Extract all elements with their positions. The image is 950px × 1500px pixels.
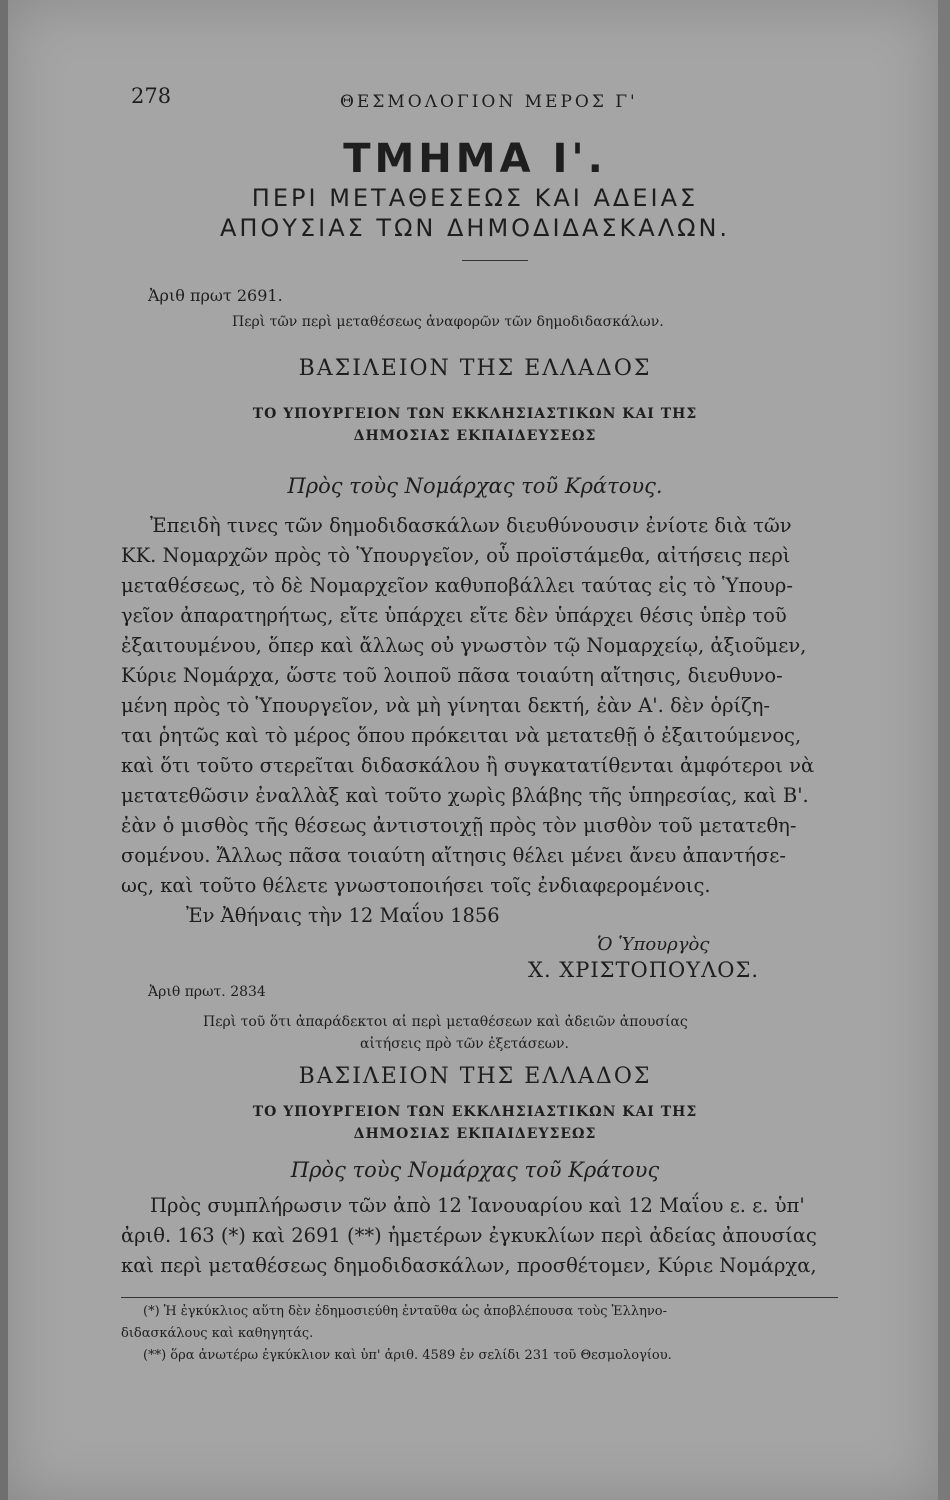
doc1-body-line: γεῖον ἀπαρατηρήτως, εἴτε ὑπάρχει εἴτε δὲν ὑπάρχει θέσις ὑπὲρ τοῦ (121, 604, 787, 627)
section-title: ΤΜΗΜΑ Ι'. (343, 136, 607, 182)
doc1-ministry-line1: ΤΟ ΥΠΟΥΡΓΕΙΟΝ ΤΩΝ ΕΚΚΛΗΣΙΑΣΤΙΚΩΝ ΚΑΙ ΤΗΣ (252, 406, 698, 422)
section-subtitle-line2: ΑΠΟΥΣΙΑΣ ΤΩΝ ΔΗΜΟΔΙΔΑΣΚΑΛΩΝ. (219, 214, 731, 242)
doc1-body-line: ἐὰν ὁ μισθὸς τῆς θέσεως ἀντιστοιχῇ πρὸς τὸν μισθὸν τοῦ μετατεθη- (121, 814, 797, 837)
doc1-body-line: ΚΚ. Νομαρχῶν πρὸς τὸ Ὑπουργεῖον, οὗ προϊστάμεθα, αἰτήσεις περὶ (121, 544, 791, 567)
title-rule (462, 260, 528, 261)
doc1-subject: Περὶ τῶν περὶ μεταθέσεως ἀναφορῶν τῶν δημοδιδασκάλων. (232, 314, 664, 330)
doc1-body-line: μεταθέσεως, τὸ δὲ Νομαρχεῖον καθυποβάλλει ταύτας εἰς τὸ Ὑπουρ- (121, 574, 793, 597)
doc1-body-line: Κύριε Νομάρχα, ὥστε τοῦ λοιποῦ πᾶσα τοιαύτη αἴτησις, διευθυνο- (121, 664, 783, 687)
doc1-body-line: καὶ ὅτι τοῦτο στερεῖται διδασκάλου ἢ συγκατατίθενται ἀμφότεροι νὰ (121, 754, 815, 777)
doc1-kingdom-heading: ΒΑΣΙΛΕΙΟΝ ΤΗΣ ΕΛΛΑΔΟΣ (298, 356, 652, 381)
section-subtitle-line1: ΠΕΡΙ ΜΕΤΑΘΕΣΕΩΣ ΚΑΙ ΑΔΕΙΑΣ (251, 184, 699, 212)
doc2-body-line: Πρὸς συμπλήρωσιν τῶν ἀπὸ 12 Ἰανουαρίου καὶ 12 Μαΐου ε. ε. ὑπ' (150, 1194, 805, 1217)
doc1-protocol-number: Ἀριθ πρωτ 2691. (148, 286, 283, 305)
page-number: 278 (131, 84, 172, 108)
doc1-signature-title: Ὁ Ὑπουργὸς (597, 934, 710, 955)
doc1-body-line: μετατεθῶσιν ἐναλλὰξ καὶ τοῦτο χωρὶς βλάβης τῆς ὑπηρεσίας, καὶ Β'. (121, 784, 809, 807)
doc2-ministry-line1: ΤΟ ΥΠΟΥΡΓΕΙΟΝ ΤΩΝ ΕΚΚΛΗΣΙΑΣΤΙΚΩΝ ΚΑΙ ΤΗΣ (252, 1104, 698, 1120)
doc2-body-line: καὶ περὶ μεταθέσεως δημοδιδασκάλων, προσθέτομεν, Κύριε Νομάρχα, (121, 1254, 817, 1277)
doc1-addressee: Πρὸς τοὺς Νομάρχας τοῦ Κράτους. (287, 474, 663, 498)
doc2-addressee: Πρὸς τοὺς Νομάρχας τοῦ Κράτους (290, 1158, 660, 1182)
doc1-body-line: ως, καὶ τοῦτο θέλετε γνωστοποιήσει τοῖς ἐνδιαφερομένοις. (121, 874, 711, 897)
footnote-1-line2: διδασκάλους καὶ καθηγητάς. (121, 1326, 314, 1341)
doc2-ministry-line2: ΔΗΜΟΣΙΑΣ ΕΚΠΑΙΔΕΥΣΕΩΣ (353, 1126, 597, 1142)
doc1-body-line: Ἐπειδὴ τινες τῶν δημοδιδασκάλων διευθύνουσιν ἐνίοτε διὰ τῶν (150, 514, 792, 537)
doc1-body-line: ται ῥητῶς καὶ τὸ μέρος ὅπου πρόκειται νὰ μετατεθῇ ὁ ἐξαιτούμενος, (121, 724, 802, 747)
doc2-subject-line1: Περὶ τοῦ ὅτι ἀπαράδεκτοι αἱ περὶ μεταθέσεων καὶ ἀδειῶν ἀπουσίας (203, 1014, 688, 1030)
running-title: ΘΕΣΜΟΛΟΓΙΟΝ ΜΕΡΟΣ Γ' (340, 92, 638, 112)
doc2-protocol-number: Ἀριθ πρωτ. 2834 (148, 984, 266, 1000)
doc1-signature-name: Χ. ΧΡΙΣΤΟΠΟΥΛΟΣ. (528, 958, 760, 982)
footnote-rule (121, 1297, 838, 1298)
doc1-body-line: ἐξαιτουμένου, ὅπερ καὶ ἄλλως οὐ γνωστὸν τῷ Νομαρχείῳ, ἀξιοῦμεν, (121, 634, 807, 657)
doc2-kingdom-heading: ΒΑΣΙΛΕΙΟΝ ΤΗΣ ΕΛΛΑΔΟΣ (298, 1064, 652, 1089)
doc2-body-line: ἀριθ. 163 (*) καὶ 2691 (**) ἡμετέρων ἐγκυκλίων περὶ ἀδείας ἀπουσίας (121, 1224, 817, 1247)
footnote-2: (**) ὅρα ἀνωτέρω ἐγκύκλιον καὶ ὑπ' ἀριθ. 4589 ἐν σελίδι 231 τοῦ Θεσμολογίου. (143, 1348, 672, 1363)
doc1-date: Ἐν Ἀθήναις τὴν 12 Μαΐου 1856 (186, 904, 500, 927)
doc1-ministry-line2: ΔΗΜΟΣΙΑΣ ΕΚΠΑΙΔΕΥΣΕΩΣ (353, 428, 597, 444)
footnote-1-line1: (*) Ἡ ἐγκύκλιος αὕτη δὲν ἐδημοσιεύθη ἐνταῦθα ὡς ἀποβλέπουσα τοὺς Ἑλληνο- (143, 1304, 667, 1319)
doc1-body-line: σομένου. Ἄλλως πᾶσα τοιαύτη αἴτησις θέλει μένει ἄνευ ἀπαντήσε- (121, 844, 786, 867)
doc1-body-line: μένη πρὸς τὸ Ὑπουργεῖον, νὰ μὴ γίνηται δεκτή, ἐὰν Α'. δὲν ὁρίζη- (121, 694, 771, 717)
doc2-subject-line2: αἰτήσεις πρὸ τῶν ἐξετάσεων. (360, 1036, 569, 1052)
